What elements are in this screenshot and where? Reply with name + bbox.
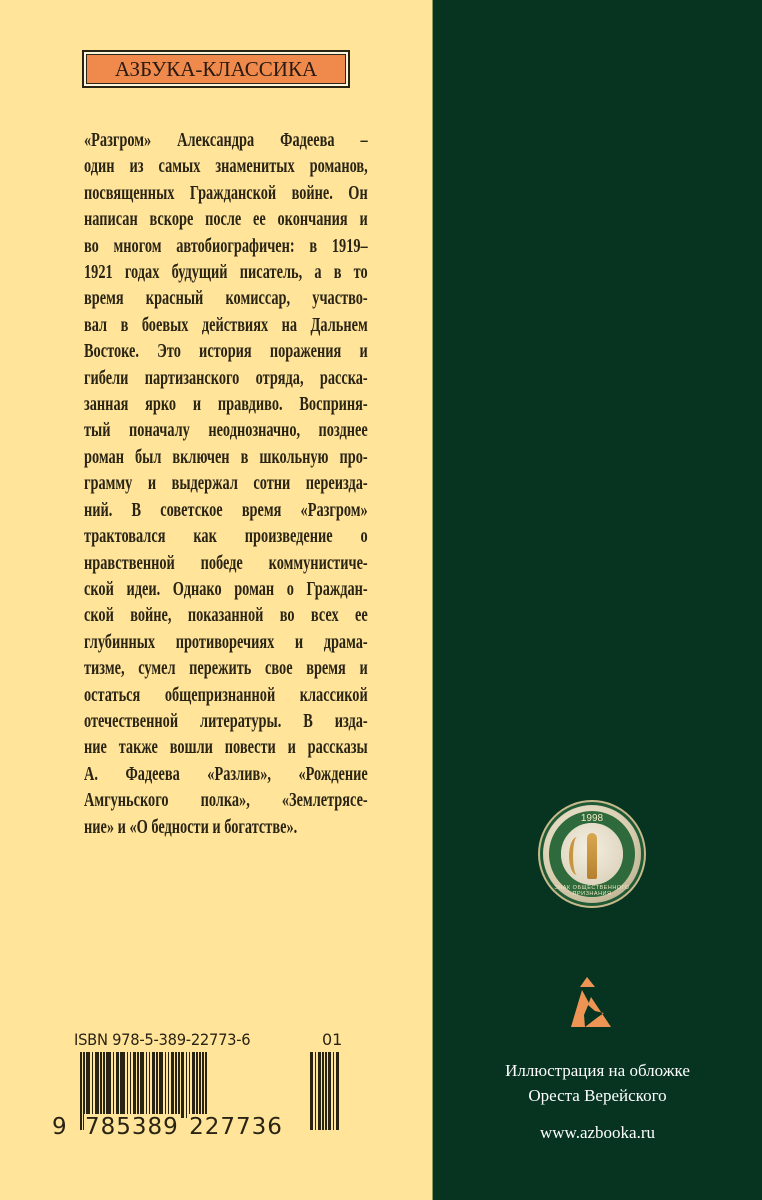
book-annotation <box>84 128 368 841</box>
series-label: АЗБУКА-КЛАССИКА <box>86 54 346 84</box>
annotation-line: ние также вошли повести и рассказы <box>84 737 368 759</box>
annotation-line: занная ярко и правдиво. Восприня- <box>84 394 368 416</box>
annotation-line: грамму и выдержал сотни переизда- <box>84 473 368 495</box>
award-medal-icon <box>543 805 641 903</box>
annotation-line: ние» и «О бедности и богатстве». <box>84 816 298 838</box>
annotation-line: А. Фадеева «Разлив», «Рождение <box>84 763 368 785</box>
barcode-addon-icon <box>310 1052 340 1130</box>
award-motto: ЗНАК ОБЩЕСТВЕННОГО ПРИЗНАНИЯ <box>554 885 630 897</box>
annotation-line: остаться общепризнанной классикой <box>84 684 368 706</box>
isbn-digit-first: 9 <box>52 1114 68 1140</box>
annotation-line: вал в боевых действиях на Дальнем <box>84 314 368 336</box>
annotation-line: Амгуньского полка», «Землетрясе- <box>84 790 368 812</box>
annotation-line: нравственной победе коммунистиче- <box>84 552 368 574</box>
annotation-line: тый поначалу неоднозначно, позднее <box>84 420 368 442</box>
writer-figure-icon <box>587 833 597 879</box>
award-year: 1998 <box>580 813 604 824</box>
azbuka-triangle-logo-icon <box>571 975 611 1030</box>
annotation-line: тизме, сумел пережить свое время и <box>84 658 368 680</box>
annotation-line: во многом автобиографичен: в 1919– <box>84 235 368 257</box>
annotation-line: ний. В советское время «Разгром» <box>84 499 368 521</box>
series-badge <box>82 50 350 88</box>
isbn-digits <box>52 1114 284 1140</box>
annotation-line: отечественной литературы. В изда- <box>84 710 368 732</box>
isbn-digit-group: 785389 <box>84 1114 179 1140</box>
annotation-line: трактовался как произведение о <box>84 526 368 548</box>
annotation-line: посвященных Гражданской войне. Он <box>84 182 368 204</box>
annotation-line: написан вскоре после ее окончания и <box>84 209 368 231</box>
annotation-line: ской идеи. Однако роман о Граждан- <box>84 578 368 600</box>
publisher-website-link[interactable]: www.azbooka.ru <box>539 1123 656 1142</box>
annotation-line: роман был включен в школьную про- <box>84 446 368 468</box>
annotation-line: время красный комиссар, участво- <box>84 288 368 310</box>
annotation-line: глубинных противоречиях и драма- <box>84 631 368 653</box>
annotation-line: гибели партизанского отряда, расска- <box>84 367 368 389</box>
laurel-branch-icon <box>569 837 585 875</box>
annotation-line: 1921 годах будущий писатель, а в то <box>84 262 368 284</box>
annotation-line: ской войне, показанной во всех ее <box>84 605 368 627</box>
barcode-addon-label: 01 <box>322 1030 343 1049</box>
illustration-credit-line1: Иллюстрация на обложке <box>505 1061 690 1080</box>
isbn-digit-group: 227736 <box>189 1114 283 1140</box>
annotation-line: один из самых знаменитых романов, <box>84 156 368 178</box>
illustration-credit-line2: Ореста Верейского <box>528 1086 667 1105</box>
isbn-label: ISBN 978-5-389-22773-6 <box>74 1030 251 1049</box>
annotation-line: «Разгром» Александра Фадеева – <box>84 130 368 151</box>
annotation-line: Востоке. Это история поражения и <box>84 341 368 363</box>
panel-divider <box>432 0 433 1200</box>
